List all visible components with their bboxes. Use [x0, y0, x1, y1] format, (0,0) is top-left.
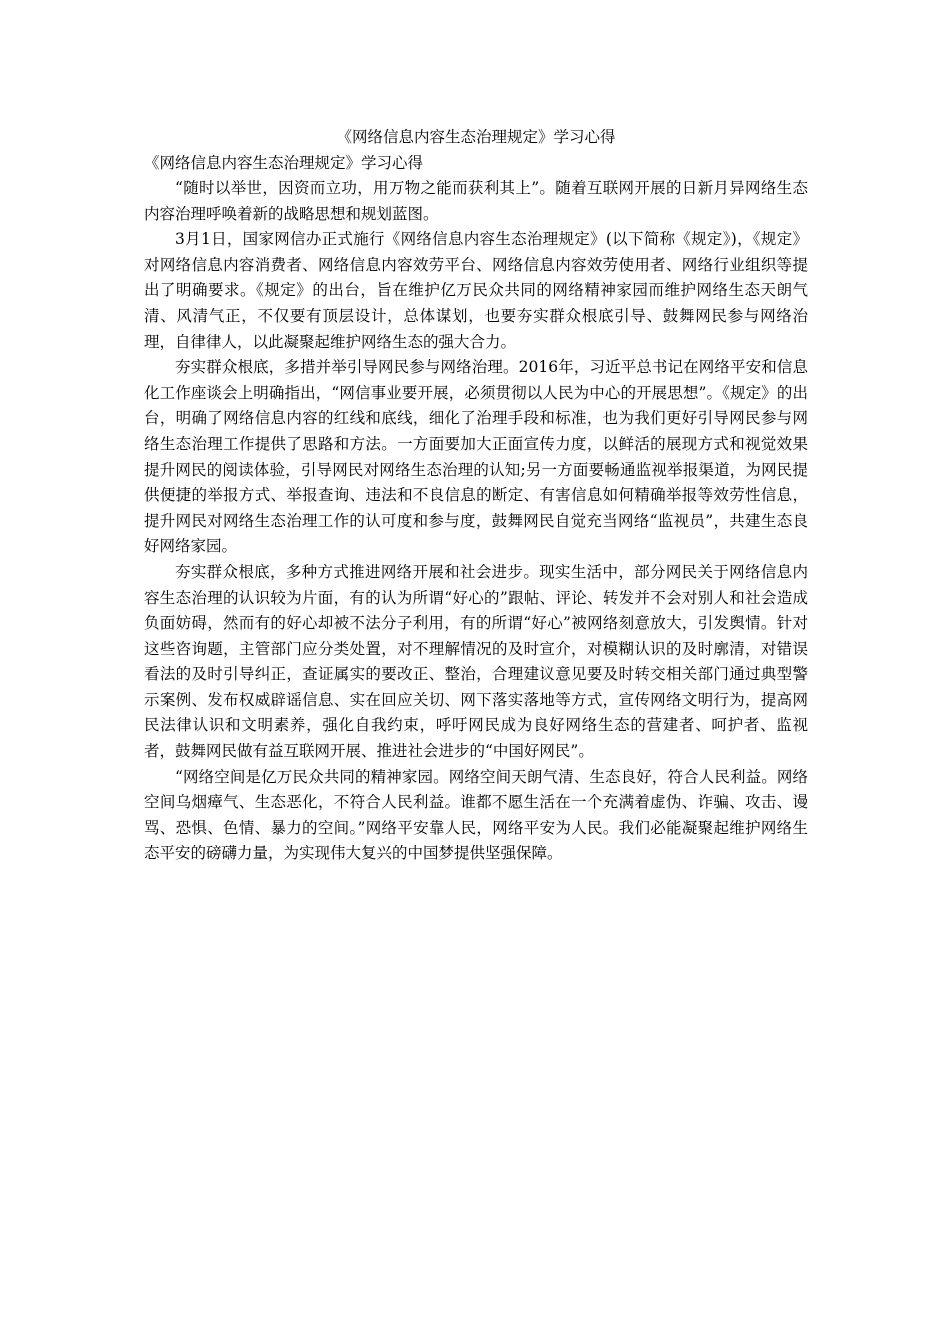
paragraph-regulation: 3月1日，国家网信办正式施行《网络信息内容生态治理规定》(以下简称《规定》)，《规定》对网络信息内容消费者、网络信息内容效劳平台、网络信息内容效劳使用者、网络行业组织等提出了明确要求。《规定》的出台，旨在维护亿万民众共同的网络精神家园而维护网络生态天朗气清、风清气正，不仅要有顶层设计，总体谋划，也要夯实群众根底引导、鼓舞网民参与网络治理，自律律人，以此凝聚起维护网络生态的强大合力。 — [144, 230, 808, 351]
document-body — [144, 124, 808, 867]
paragraph-progress: 夯实群众根底，多种方式推进网络开展和社会进步。现实生活中，部分网民关于网络信息内容生态治理的认识较为片面，有的认为所谓“好心的”跟帖、评论、转发并不会对别人和社会造成负面妨碍，然而有的好心却被不法分子利用，有的所谓“好心”被网络刻意放大，引发舆情。针对这些咨询题，主管部门应分类处置，对不理解情况的及时宣介，对模糊认识的及时廓清，对错误看法的及时引导纠正，查证属实的要改正、整治，合理建议意见要及时转交相关部门通过典型警示案例、发布权威辟谣信息、实在回应关切、网下落实落地等方式，宣传网络文明行为，提高网民法律认识和文明素养，强化自我约束，呼吁网民成为良好网络生态的营建者、呵护者、监视者，鼓舞网民做有益互联网开展、推进社会进步的“中国好网民”。 — [144, 562, 808, 761]
paragraph-conclusion: “网络空间是亿万民众共同的精神家园。网络空间天朗气清、生态良好，符合人民利益。网络空间乌烟瘴气、生态恶化，不符合人民利益。谁都不愿生活在一个充满着虚伪、诈骗、攻击、谩骂、恐惧、色情、暴力的空间。”网络平安靠人民，网络平安为人民。我们必能凝聚起维护网络生态平安的磅礴力量，为实现伟大复兴的中国梦提供坚强保障。 — [144, 767, 808, 863]
paragraph-intro: “随时以举世，因资而立功，用万物之能而获利其上”。随着互联网开展的日新月异网络生态内容治理呼唤着新的战略思想和规划蓝图。 — [144, 179, 808, 223]
document-title: 《网络信息内容生态治理规定》学习心得 — [336, 128, 616, 146]
document-subtitle: 《网络信息内容生态治理规定》学习心得 — [144, 154, 424, 172]
paragraph-guidance: 夯实群众根底，多措并举引导网民参与网络治理。2016年，习近平总书记在网络平安和信息化工作座谈会上明确指出，“网信事业要开展，必须贯彻以人民为中心的开展思想”。《规定》的出台，明确了网络信息内容的红线和底线，细化了治理手段和标准，也为我们更好引导网民参与网络生态治理工作提供了思路和方法。一方面要加大正面宣传力度，以鲜活的展现方式和视觉效果提升网民的阅读体验，引导网民对网络生态治理的认知;另一方面要畅通监视举报渠道，为网民提供便捷的举报方式、举报查询、违法和不良信息的断定、有害信息如何精确举报等效劳性信息，提升网民对网络生态治理工作的认可度和参与度，鼓舞网民自觉充当网络“监视员”，共建生态良好网络家园。 — [144, 358, 808, 556]
